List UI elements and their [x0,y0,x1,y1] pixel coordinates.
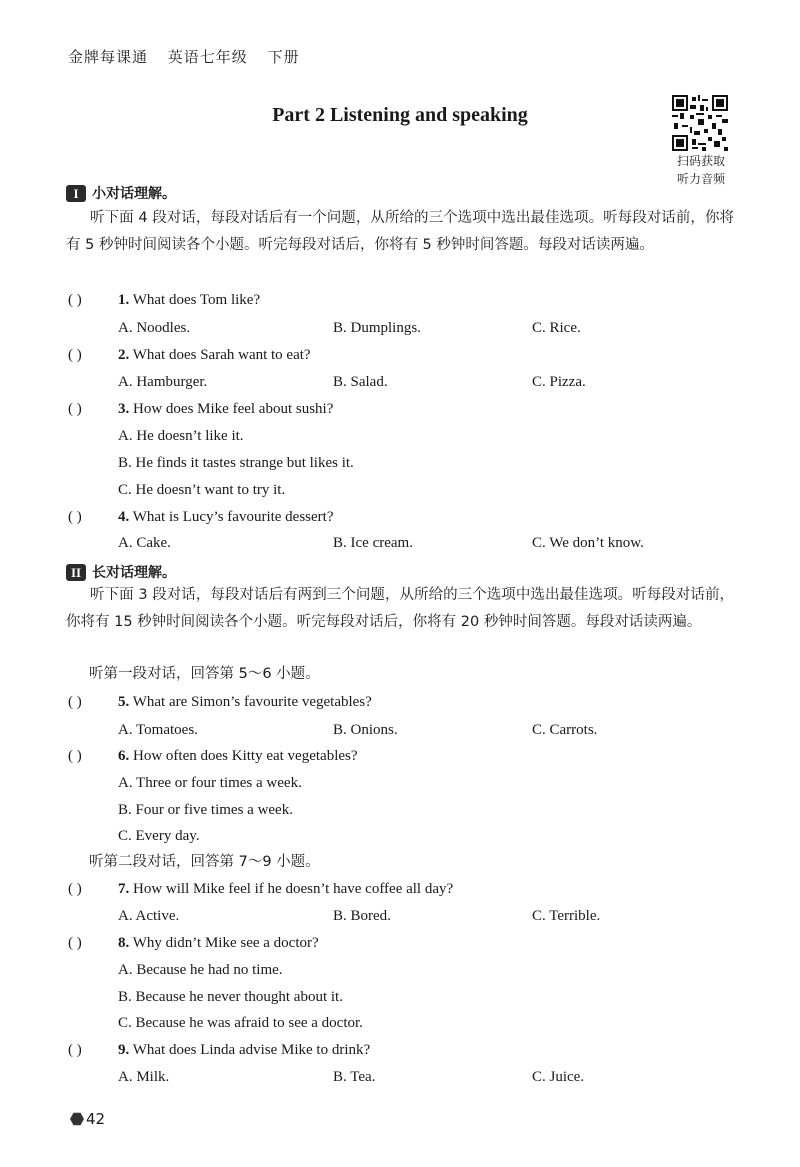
question-6 [118,746,358,766]
question-5 [118,692,372,712]
question-text: How often does Kitty eat vegetables? [129,748,358,764]
question-text: How does Mike feel about sushi? [129,401,334,417]
qr-caption-line: 扫码获取 [676,154,725,168]
option-a: A. He doesn’t like it. [118,428,244,444]
question-number: 4. [118,509,130,525]
running-header [68,46,314,67]
section-numeral-badge: I [66,185,86,202]
option-a: A. Milk. [118,1069,170,1085]
section-numeral-badge: II [66,564,86,581]
question-8 [118,933,319,953]
option-a: A. Because he had no time. [118,962,283,978]
qr-caption [668,152,734,188]
section-heading-text: 长对话理解。 [92,565,176,581]
instructions-text: 听下面 3 段对话，每段对话后有两到三个问题，从所给的三个选项中选出最佳选项。听每段对话前，你将有 15 秒钟时间阅读各个小题。听完每段对话后，你将有 20 秒钟时间答题。每段对话读两遍。 [66,587,734,630]
option-a: A. Cake. [118,535,171,551]
hexagon-icon [70,1112,84,1126]
question-number: 8. [118,935,130,951]
section-instructions-2 [66,582,734,635]
question-number: 1. [118,292,130,308]
dialogue-instruction-2: 听第二段对话，回答第 7～9 小题。 [89,854,320,870]
question-number: 6. [118,748,130,764]
option-c: C. Juice. [532,1069,585,1085]
volume-name: 下册 [267,48,300,66]
question-2 [118,345,311,365]
option-c: C. Rice. [532,320,581,336]
question-text: What does Sarah want to eat? [129,347,311,363]
section-heading-2 [66,562,176,582]
answer-blank[interactable]: ( ) [68,748,82,764]
option-a: A. Noodles. [118,320,191,336]
answer-blank[interactable]: ( ) [68,401,82,417]
question-text: What does Tom like? [129,292,261,308]
question-1 [118,290,260,310]
option-b: B. Ice cream. [333,535,413,551]
answer-blank[interactable]: ( ) [68,881,82,897]
section-instructions-1 [66,205,734,258]
question-number: 5. [118,694,130,710]
question-4 [118,507,334,527]
option-c: C. Terrible. [532,908,601,924]
question-text: How will Mike feel if he doesn’t have coffee all day? [129,881,454,897]
option-c: C. Pizza. [532,374,586,390]
question-text: What does Linda advise Mike to drink? [129,1042,371,1058]
option-b: B. Salad. [333,374,388,390]
option-b: B. Tea. [333,1069,376,1085]
book-name: 金牌每课通 [68,48,149,66]
instructions-text: 听下面 4 段对话，每段对话后有一个问题，从所给的三个选项中选出最佳选项。听每段对话前，你将有 5 秒钟时间阅读各个小题。听完每段对话后，你将有 5 秒钟时间答题。每段对话读两遍。 [66,210,734,253]
qr-code-icon[interactable] [672,95,728,151]
question-text: What are Simon’s favourite vegetables? [129,694,372,710]
option-b: B. Four or five times a week. [118,802,293,818]
page-title: Part 2 Listening and speaking [272,104,528,126]
answer-blank[interactable]: ( ) [68,935,82,951]
question-3 [118,399,333,419]
option-b: B. He finds it tastes strange but likes it. [118,455,354,471]
question-number: 7. [118,881,130,897]
option-c: C. Because he was afraid to see a doctor. [118,1015,363,1031]
page-number [70,1110,105,1128]
section-heading-1 [66,183,176,203]
qr-caption-line: 听力音频 [676,172,725,186]
option-a: A. Active. [118,908,180,924]
question-9 [118,1040,370,1060]
answer-blank[interactable]: ( ) [68,1042,82,1058]
option-b: B. Onions. [333,722,398,738]
answer-blank[interactable]: ( ) [68,347,82,363]
page-number-text: 42 [86,1110,106,1128]
option-c: C. Every day. [118,828,200,844]
question-text: Why didn’t Mike see a doctor? [129,935,319,951]
question-number: 2. [118,347,130,363]
section-heading-text: 小对话理解。 [92,186,176,202]
dialogue-instruction-1: 听第一段对话，回答第 5～6 小题。 [89,666,320,682]
question-7 [118,879,453,899]
option-a: A. Three or four times a week. [118,775,302,791]
option-c: C. Carrots. [532,722,598,738]
option-a: A. Tomatoes. [118,722,198,738]
option-b: B. Bored. [333,908,391,924]
option-b: B. Because he never thought about it. [118,989,343,1005]
option-c: C. We don’t know. [532,535,644,551]
answer-blank[interactable]: ( ) [68,694,82,710]
question-text: What is Lucy’s favourite dessert? [129,509,334,525]
answer-blank[interactable]: ( ) [68,509,82,525]
option-a: A. Hamburger. [118,374,208,390]
subject-name: 英语七年级 [167,48,248,66]
question-number: 9. [118,1042,130,1058]
option-c: C. He doesn’t want to try it. [118,482,286,498]
answer-blank[interactable]: ( ) [68,292,82,308]
question-number: 3. [118,401,130,417]
option-b: B. Dumplings. [333,320,421,336]
